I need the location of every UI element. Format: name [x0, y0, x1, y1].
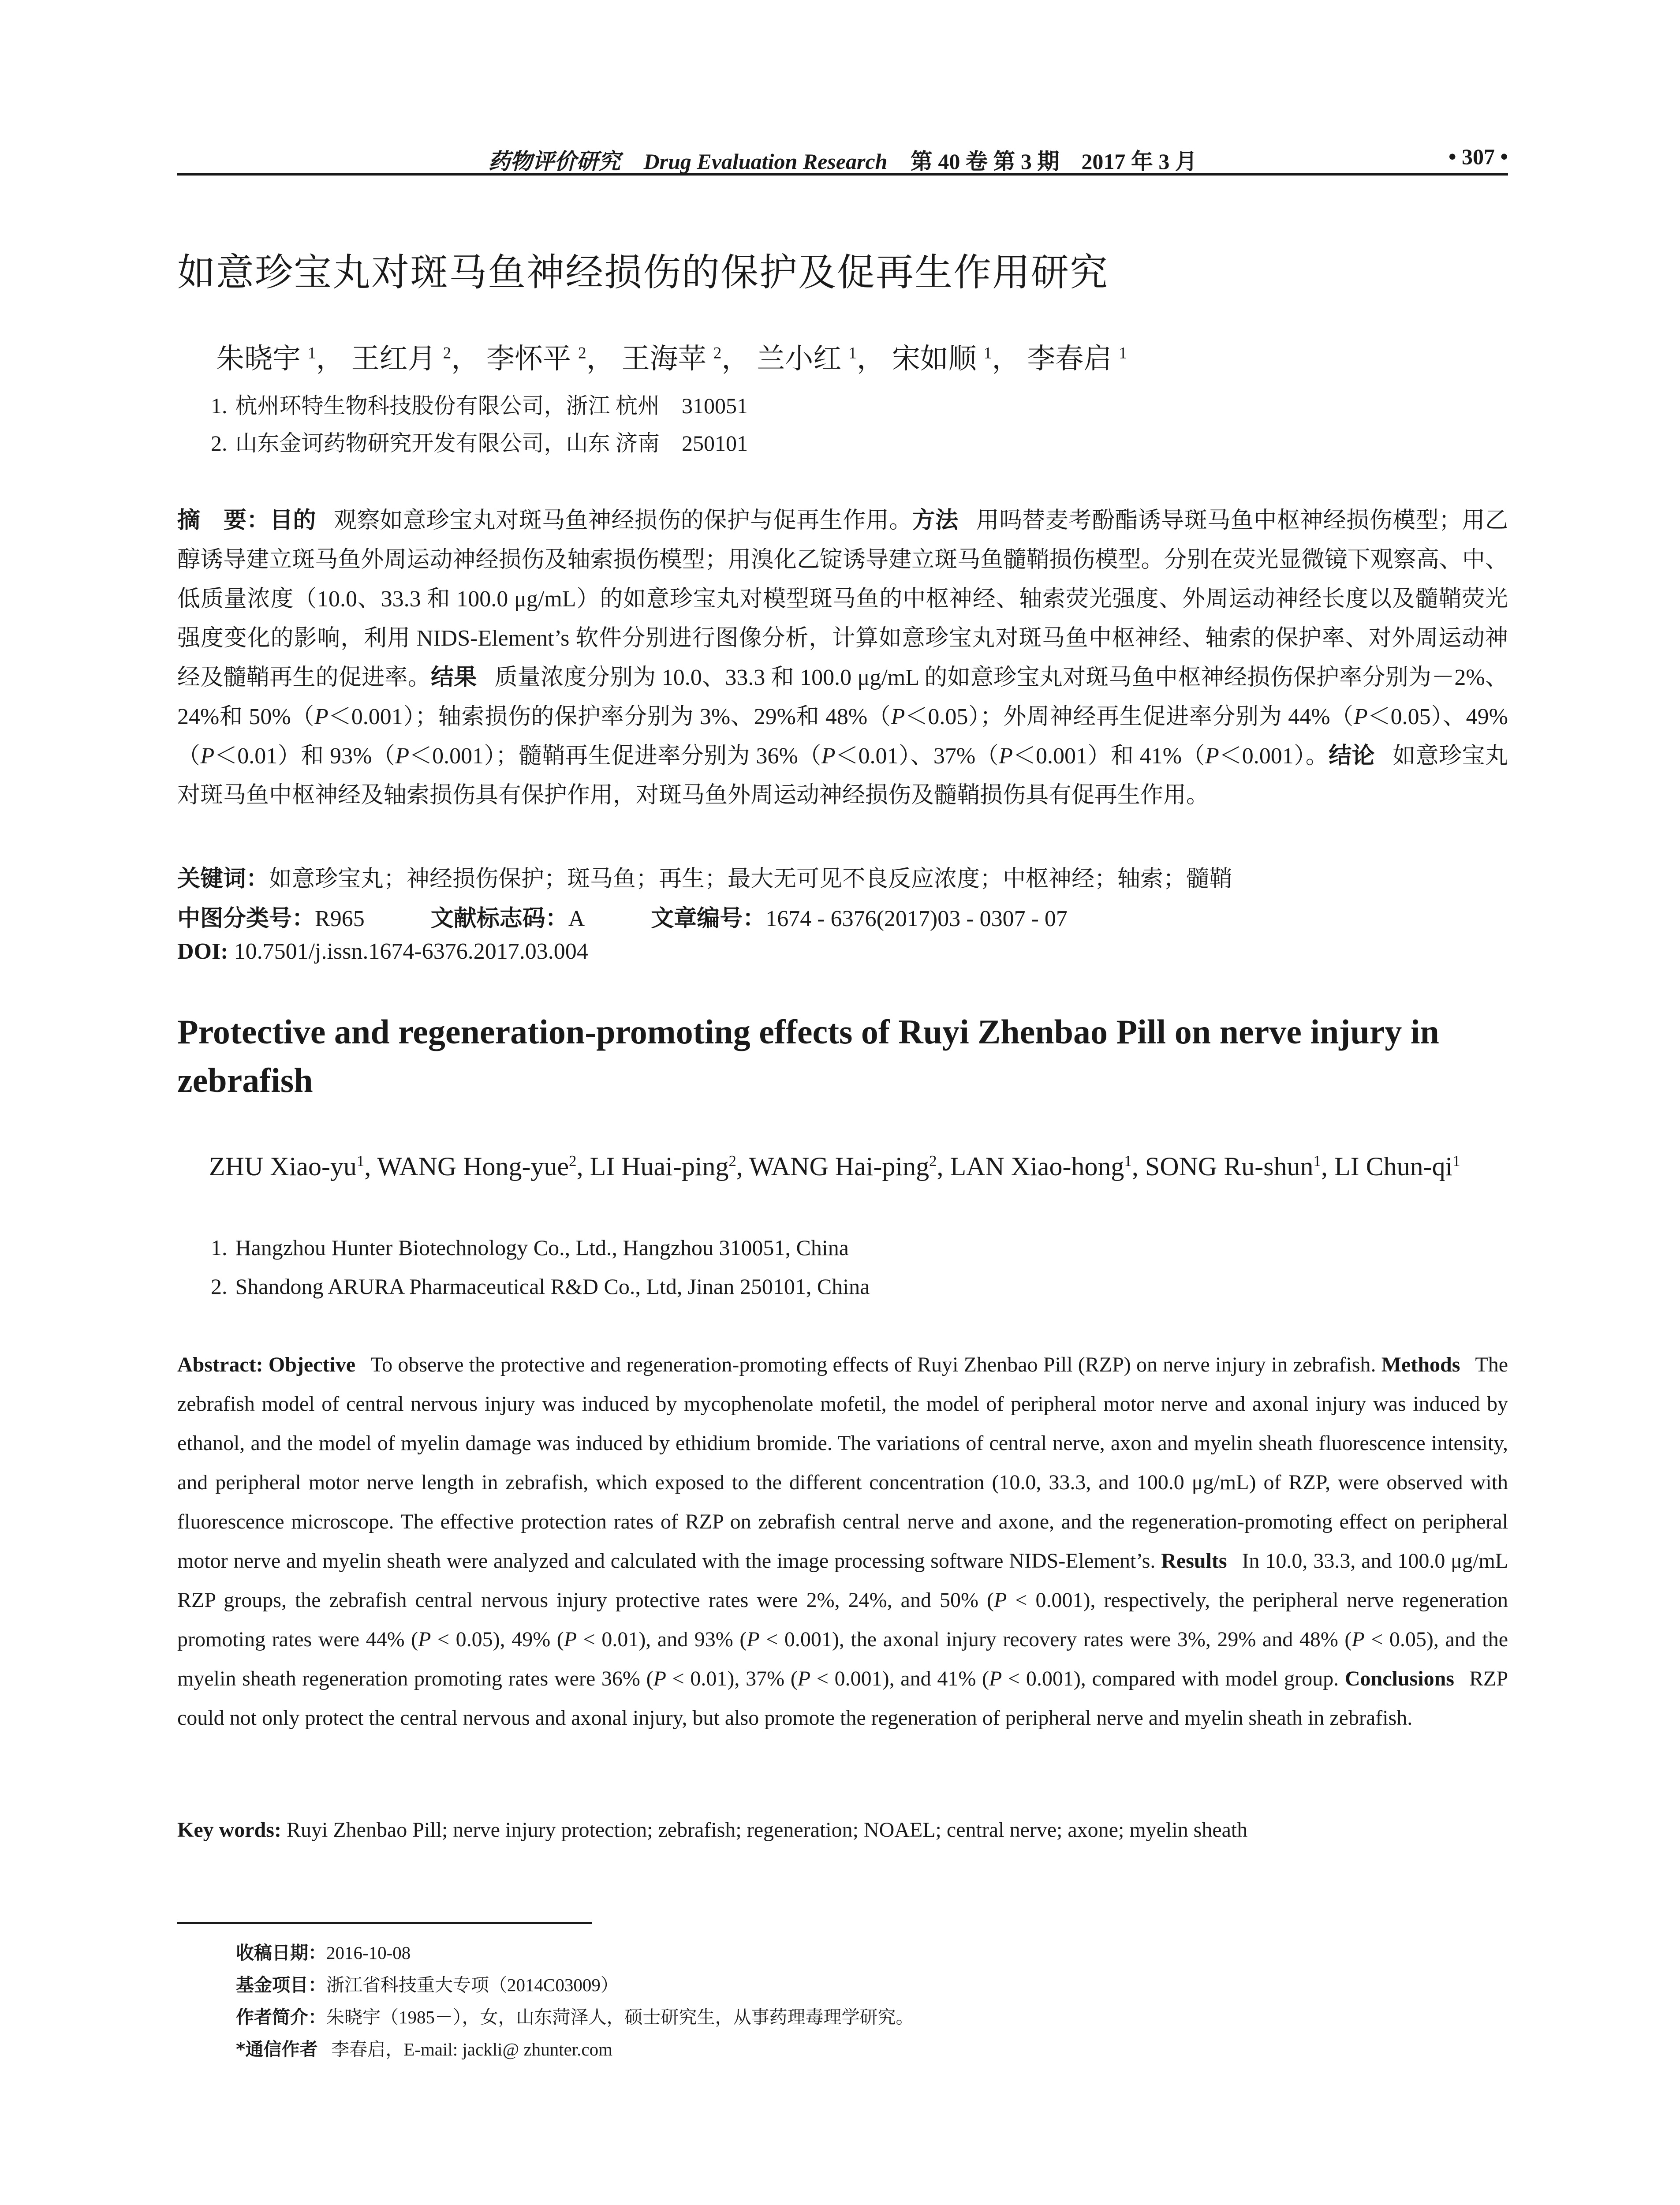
footnote-author-bio: 作者简介：朱晓宇（1985－），女，山东菏泽人，硕士研究生，从事药理毒理学研究。 — [236, 2007, 914, 2028]
cn-abstract-label: 摘 要： — [177, 507, 270, 534]
cn-author: 朱晓宇 $^1$ — [216, 343, 316, 374]
footnote-rule — [177, 1922, 592, 1924]
journal-en-name: Drug Evaluation Research — [643, 149, 888, 174]
footnote-corresponding: *通信作者 李春启，E-mail: jackli@ zhunter.com — [236, 2039, 613, 2060]
running-header — [177, 140, 1508, 176]
en-objective-label: Objective — [268, 1353, 356, 1376]
cn-abstract: 摘 要：目的 观察如意珍宝丸对斑马鱼神经损伤的保护与促再生作用。方法 用吗替麦考酚酯诱导斑马鱼中枢神经损伤模型；用乙醇诱导建立斑马鱼外周运动神经损伤及轴索损伤模型；用溴化乙锭诱导建立斑马鱼髓鞘损伤模型。分别在荧光显微镜下观察高、中、低质量浓度（10.0、33.3 和 100.0 μg/mL）的如意珍宝丸对模型斑马鱼的中枢神经、轴索荧光强度、外周运动神经长度以及髓鞘荧光强度变化的影响，利用 NIDS-Element’s 软件分别进行图像分析，计算如意珍宝丸对斑马鱼中枢神经、轴索的保护率、对外周运动神经及髓鞘再生的促进率。结果 质量浓度分别为 10.0、33.3 和 100.0 μg/mL 的如意珍宝丸对斑马鱼中枢神经损伤保护率分别为－2%、24%和 50%（P＜0.001）；轴索损伤的保护率分别为 3%、29%和 48%（P＜0.05）；外周神经再生促进率分别为 44%（P＜0.05）、49%（P＜0.01）和 93%（P＜0.001）；髓鞘再生促进率分别为 36%（P＜0.01）、37%（P＜0.001）和 41%（P＜0.001）。结论 如意珍宝丸对斑马鱼中枢神经及轴索损伤具有保护作用，对斑马鱼外周运动神经损伤及髓鞘损伤具有促再生作用。 — [177, 507, 1508, 808]
en-abstract-label: Abstract: — [177, 1353, 263, 1376]
en-title: Protective and regeneration-promoting effects of Ruyi Zhenbao Pill on nerve injury in zebrafish — [177, 1013, 1439, 1099]
cn-objective-label: 目的 — [269, 507, 316, 534]
cn-affiliation: 1. 杭州环特生物科技股份有限公司，浙江 杭州 310051 — [211, 393, 748, 418]
cn-conclusion-label: 结论 — [1329, 743, 1375, 769]
en-affiliation: 1. Hangzhou Hunter Biotechnology Co., Ltd., Hangzhou 310051, China — [211, 1235, 849, 1260]
en-author-list: ZHU Xiao-$yu^1$, WANG Hong-yue$^2$, LI Huai-ping$^2$, WANG Hai-ping$^2$, LAN Xiao-hong$^1$, SONG Ru-shun$^1$, LI Chun-$qi^1$ — [209, 1152, 1460, 1181]
doi: DOI: 10.7501/j.issn.1674-6376.2017.03.004 — [177, 939, 588, 964]
cn-results-label: 结果 — [431, 664, 477, 691]
cn-author-list: 朱晓宇 $^1$， 王红月 $^2$， 李怀平 $^2$， 王海苹 $^2$， 兰小红 $^1$， 宋如顺 $^1$， 李春启 $^1$ — [216, 343, 1127, 374]
en-abstract: Abstract: Objective To observe the protective and regeneration-promoting effects of Ruyi Zhenbao Pill (RZP) on nerve injury in zebrafish. Methods The zebrafish model of central nervous injury was induced by mycophenolate mofetil, the model of peripheral motor nerve and axonal injury was induced by ethanol, and the model of myelin damage was induced by ethidium bromide. The variations of central nerve, axon and myelin sheath fluorescence intensity, and peripheral motor nerve length in zebrafish, which exposed to the different concentration (10.0, 33.3, and 100.0 μg/mL) of RZP, were observed with fluorescence microscope. The effective protection rates of RZP on zebrafish central nerve and axone, and the regeneration-promoting effect on peripheral motor nerve and myelin sheath were analyzed and calculated with the image processing software NIDS-Element’s. Results In 10.0, 33.3, and 100.0 μg/mL RZP groups, the zebrafish central nervous injury protective rates were 2%, 24%, and 50% (P < 0.001), respectively, the peripheral nerve regeneration promoting rates were 44% (P < 0.05), 49% (P < 0.01), and 93% (P < 0.001), the axonal injury recovery rates were 3%, 29% and 48% (P < 0.05), and the myelin sheath regeneration promoting rates were 36% (P < 0.01), 37% (P < 0.001), and 41% (P < 0.001), compared with model group. Conclusions RZP could not only protect the central nervous and axonal injury, but also promote the regeneration of peripheral nerve and myelin sheath in zebrafish. — [177, 1353, 1508, 1730]
cn-author: 李怀平 $^2$ — [486, 343, 586, 374]
footnote-received: 收稿日期：2016-10-08 — [236, 1942, 411, 1963]
cn-title: 如意珍宝丸对斑马鱼神经损伤的保护及促再生作用研究 — [177, 250, 1109, 295]
en-results-label: Results — [1161, 1549, 1227, 1573]
cn-author: 王海苹 $^2$ — [621, 343, 722, 374]
en-methods-label: Methods — [1381, 1353, 1460, 1376]
journal-issue: 第 40 卷 第 3 期 2017 年 3 月 — [910, 149, 1197, 174]
page-number: • 307 • — [1448, 144, 1508, 169]
cn-methods-label: 方法 — [912, 507, 959, 534]
cn-affiliation: 2. 山东金诃药物研究开发有限公司，山东 济南 250101 — [211, 431, 748, 456]
cn-author: 宋如顺 $^1$ — [892, 343, 992, 374]
cn-classification: 中图分类号：R965 文献标志码：A 文章编号：1674 - 6376(2017)03 - 0307 - 07 — [177, 905, 1068, 932]
cn-author: 兰小红 $^1$ — [757, 343, 857, 374]
en-keywords: Key words: Ruyi Zhenbao Pill; nerve injury protection; zebrafish; regeneration; NOAEL; central nerve; axone; myelin sheath — [177, 1818, 1248, 1842]
doi-value[interactable]: 10.7501/j.issn.1674-6376.2017.03.004 — [234, 939, 588, 964]
cn-keywords: 关键词：如意珍宝丸；神经损伤保护；斑马鱼；再生；最大无可见不良反应浓度；中枢神经；轴索；髓鞘 — [177, 866, 1232, 892]
cn-author: 王红月 $^2$ — [351, 343, 452, 374]
journal-cn-name: 药物评价研究 — [488, 149, 621, 174]
footnote-fund: 基金项目：浙江省科技重大专项（2014C03009） — [236, 1974, 619, 1996]
header-center — [177, 144, 1508, 176]
cn-author: 李春启 $^1$ — [1027, 343, 1127, 374]
en-affiliation: 2. Shandong ARURA Pharmaceutical R&D Co., Ltd, Jinan 250101, China — [211, 1274, 870, 1299]
en-conclusions-label: Conclusions — [1344, 1667, 1454, 1690]
